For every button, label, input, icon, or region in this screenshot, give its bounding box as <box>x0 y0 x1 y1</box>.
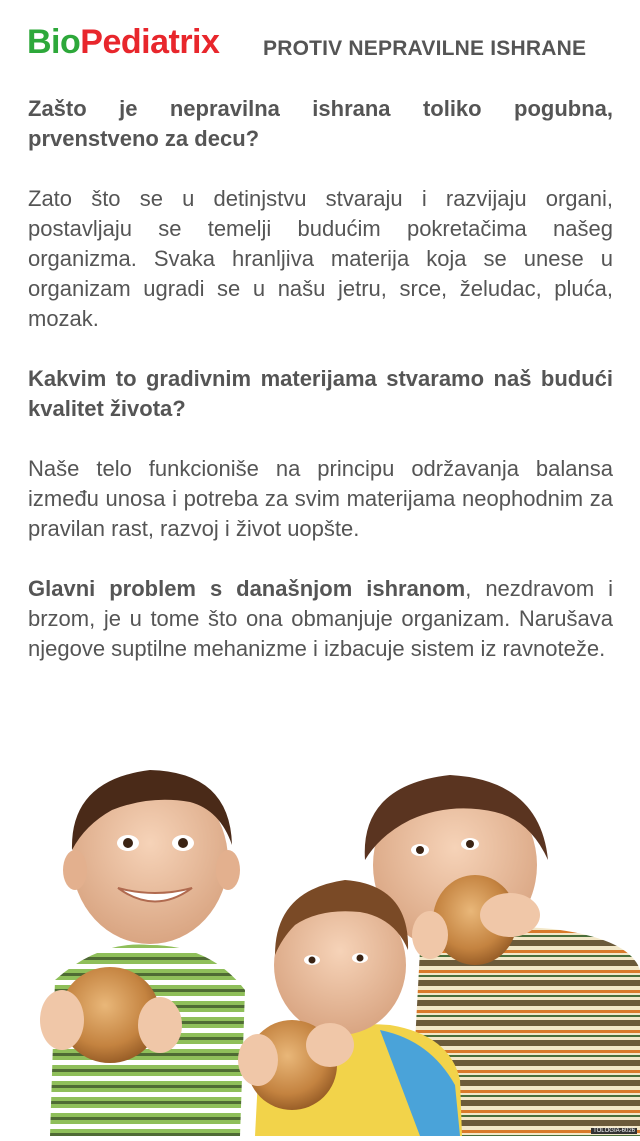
answer-3-rest: , nezdravom i brzom, je u tome što ona obmanjuje organizam. Narušava njegove suptilne mehanizme i izbacuje sistem iz ravnoteže. <box>28 576 613 661</box>
answer-1: Zato što se u detinjstvu stvaraju i razvijaju organi, postavljaju se temelji budućim pokretačima našeg organizma. Svaka hranljiva materija koja se unese u organizam ugradi se u našu jetru, srce, želudac, pluća, mozak. <box>28 186 613 331</box>
logo-pediatrix: Pediatrix <box>80 23 220 61</box>
question-2: Kakvim to gradivnim materijama stvaramo naš budući kvalitet života? <box>28 366 613 421</box>
article-content <box>28 94 613 664</box>
photo-credit: TOLOGIA-6026 <box>593 1128 635 1134</box>
answer-2: Naše telo funkcioniše na principu održavanja balansa između unosa i potreba za svim materijama neophodnim za pravilan rast, razvoj i život uopšte. <box>28 456 613 541</box>
answer-3-bold: Glavni problem s današnjom ishranom <box>28 576 466 601</box>
children-eating-bread-photo <box>0 740 640 1136</box>
question-1: Zašto je nepravilna ishrana toliko pogubna, prvenstveno za decu? <box>28 96 613 151</box>
header-tagline: PROTIV NEPRAVILNE ISHRANE <box>263 37 587 60</box>
biopediatrix-logo[interactable] <box>27 22 219 62</box>
header <box>0 0 640 80</box>
photo-illustration <box>0 740 640 1136</box>
answer-3 <box>28 574 613 664</box>
logo-bio: Bio <box>27 23 81 61</box>
